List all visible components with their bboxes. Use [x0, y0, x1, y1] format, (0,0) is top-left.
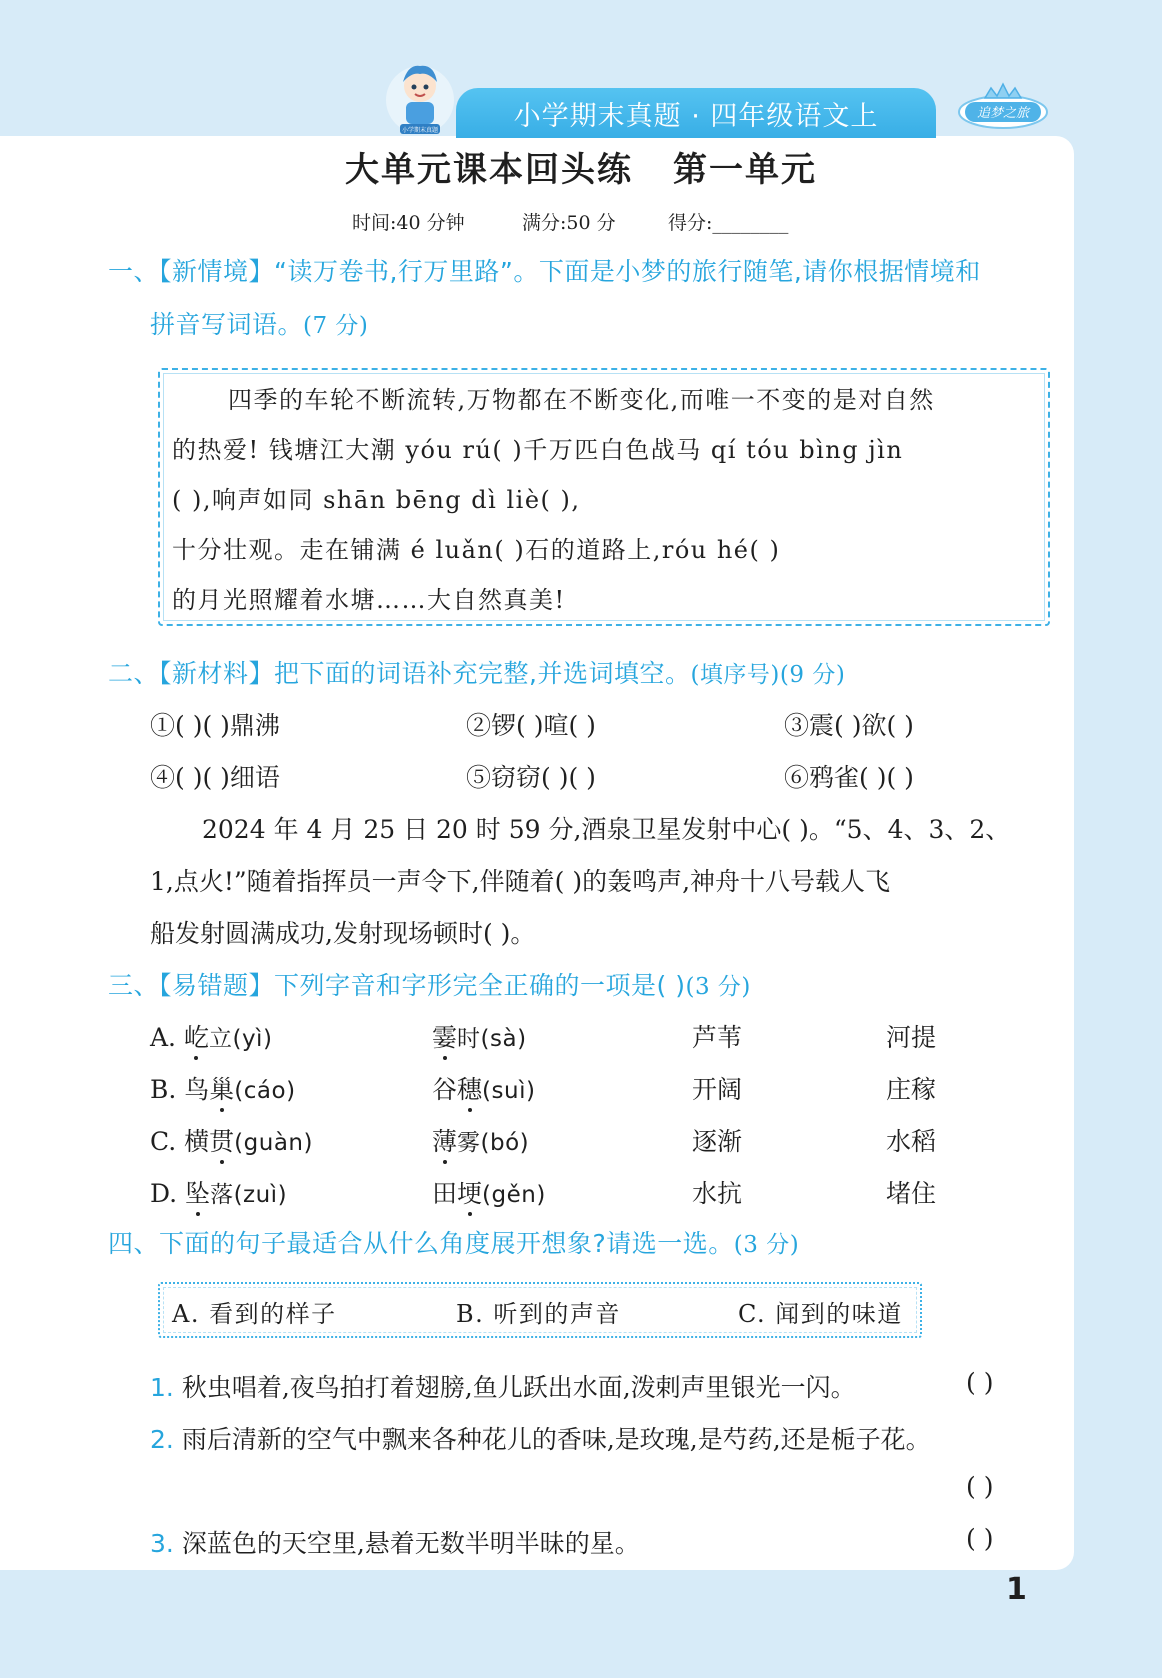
item-3	[150, 1524, 640, 1560]
word-pre: 鸟	[184, 1075, 210, 1104]
emphasis-char: 巢	[209, 1070, 234, 1106]
option-word-1	[150, 1174, 287, 1210]
section1-passage-line: 的月光照耀着水塘……大自然真美!	[172, 586, 566, 614]
word-item: ③震( )欲( )	[784, 711, 914, 740]
emphasis-char: 霎	[432, 1018, 457, 1054]
header-tab-title: 小学期末真题 · 四年级语文上	[513, 100, 879, 132]
emphasis-char: 穗	[457, 1070, 482, 1106]
word-post: 时(sà)	[457, 1026, 527, 1052]
emphasis-char: 埂	[457, 1174, 482, 1210]
option-label: A.	[150, 1023, 184, 1052]
emphasis-char: 薄	[432, 1122, 457, 1158]
option-word-1	[150, 1070, 296, 1106]
answer-blank[interactable]: ( )	[966, 1524, 994, 1553]
option-word-3	[692, 1070, 742, 1106]
section2-points: (填序号)(9 分)	[690, 662, 846, 688]
section4-points: (3 分)	[733, 1232, 800, 1258]
section1-passage-line: 四季的车轮不断流转,万物都在不断变化,而唯一不变的是对自然	[228, 386, 935, 414]
item-1	[150, 1368, 856, 1404]
word-pre: 田	[432, 1179, 458, 1208]
mascot-icon	[378, 54, 462, 138]
word-post: 立(yì)	[208, 1026, 273, 1052]
option-word-2	[432, 1174, 546, 1210]
choice-c: C. 闻到的味道	[738, 1300, 903, 1328]
word-item: ④( )( )细语	[150, 763, 280, 792]
section4-heading-line	[108, 1224, 799, 1260]
choice-b: B. 听到的声音	[456, 1300, 621, 1328]
word-text: 逐渐	[692, 1127, 743, 1156]
word-text: 开阔	[692, 1075, 743, 1104]
option-word-4	[886, 1122, 936, 1158]
section2-heading-line	[108, 654, 845, 690]
section3-heading-line	[108, 966, 751, 1002]
section3-heading: 三、【易错题】下列字音和字形完全正确的一项是( )	[108, 971, 686, 1000]
meta-time: 时间:40 分钟	[352, 212, 465, 234]
option-label: D.	[150, 1179, 186, 1208]
section4-heading: 四、下面的句子最适合从什么角度展开想象?请选一选。	[108, 1229, 734, 1258]
word-post: 落(zuì)	[210, 1182, 288, 1208]
section1-passage-line: ( ),响声如同 shān bēng dì liè( ),	[172, 486, 581, 514]
meta-score: 得分:________	[668, 212, 789, 234]
item-2	[150, 1420, 931, 1456]
meta-full-score: 满分:50 分	[522, 212, 616, 234]
emphasis-char: 坠	[185, 1174, 210, 1210]
header-tab	[456, 88, 936, 138]
word-pre: 谷	[432, 1075, 458, 1104]
option-word-4	[886, 1018, 936, 1054]
page-number: 1	[1006, 1572, 1027, 1607]
option-word-2	[432, 1122, 529, 1158]
option-word-2	[432, 1018, 527, 1054]
item-number: 2.	[150, 1425, 174, 1454]
item-number: 3.	[150, 1529, 174, 1558]
answer-blank[interactable]: ( )	[966, 1472, 994, 1501]
item-number: 1.	[150, 1373, 174, 1402]
choice-a: A. 看到的样子	[172, 1300, 337, 1328]
option-word-3	[692, 1018, 742, 1054]
section1-points: (7 分)	[303, 313, 369, 339]
emphasis-char: 屹	[184, 1018, 209, 1054]
item-text: 雨后清新的空气中飘来各种花儿的香味,是玫瑰,是芍药,还是栀子花。	[181, 1425, 931, 1454]
word-item: ⑥鸦雀( )( )	[784, 763, 914, 792]
section1-heading-line2	[150, 305, 368, 341]
word-text: 水稻	[886, 1127, 937, 1156]
section3-points: (3 分)	[685, 974, 751, 1000]
word-text: 芦苇	[692, 1023, 743, 1052]
emphasis-char: 贯	[209, 1122, 234, 1158]
word-item: ⑤窃窃( )( )	[466, 763, 596, 792]
word-post: (gěn)	[482, 1182, 546, 1208]
option-word-2	[432, 1070, 535, 1106]
option-word-1	[150, 1122, 313, 1158]
option-word-4	[886, 1070, 936, 1106]
word-text: 水抗	[692, 1179, 743, 1208]
option-word-3	[692, 1174, 742, 1210]
option-word-4	[886, 1174, 936, 1210]
section2-passage-line: 船发射圆满成功,发射现场顿时( )。	[150, 919, 536, 948]
answer-blank[interactable]: ( )	[966, 1368, 994, 1397]
word-text: 河提	[886, 1023, 937, 1052]
word-item: ①( )( )鼎沸	[150, 711, 280, 740]
badge-logo-icon	[955, 80, 1051, 134]
word-post: 雾(bó)	[457, 1130, 530, 1156]
section1-passage-line: 的热爱! 钱塘江大潮 yóu rú( )千万匹白色战马 qí tóu bìng jìn	[172, 436, 904, 464]
title-main: 大单元课本回头练	[345, 150, 633, 190]
item-text: 深蓝色的天空里,悬着无数半明半昧的星。	[181, 1529, 640, 1558]
badge-text: 追梦之旅	[976, 106, 1030, 121]
section1-passage-line: 十分壮观。走在铺满 é luǎn( )石的道路上,róu hé( )	[172, 536, 781, 564]
word-item: ②锣( )喧( )	[466, 711, 596, 740]
option-word-1	[150, 1018, 272, 1054]
mascot-caption: 小学期末真题	[401, 127, 439, 134]
word-pre: 横	[184, 1127, 210, 1156]
option-label: B.	[150, 1075, 185, 1104]
word-text: 庄稼	[886, 1075, 937, 1104]
word-post: (cáo)	[234, 1078, 296, 1104]
page-sheet	[0, 136, 1074, 1570]
page-title	[0, 142, 1162, 191]
title-unit: 第一单元	[673, 150, 817, 190]
item-text: 秋虫唱着,夜鸟拍打着翅膀,鱼儿跃出水面,泼剌声里银光一闪。	[181, 1373, 856, 1402]
section1-heading-text: 拼音写词语。	[150, 310, 304, 339]
option-label: C.	[150, 1127, 185, 1156]
section2-passage-line: 2024 年 4 月 25 日 20 时 59 分,酒泉卫星发射中心( )。“5、4、3、2、	[202, 815, 1011, 844]
word-post: (guàn)	[234, 1130, 313, 1156]
word-text: 堵住	[886, 1179, 937, 1208]
section2-passage-line: 1,点火!”随着指挥员一声令下,伴随着( )的轰鸣声,神舟十八号载人飞	[150, 867, 891, 896]
word-post: (suì)	[482, 1078, 536, 1104]
option-word-3	[692, 1122, 742, 1158]
section1-heading: 一、【新情境】“读万卷书,行万里路”。下面是小梦的旅行随笔,请你根据情境和	[108, 257, 981, 286]
section2-heading: 二、【新材料】把下面的词语补充完整,并选词填空。	[108, 659, 691, 688]
